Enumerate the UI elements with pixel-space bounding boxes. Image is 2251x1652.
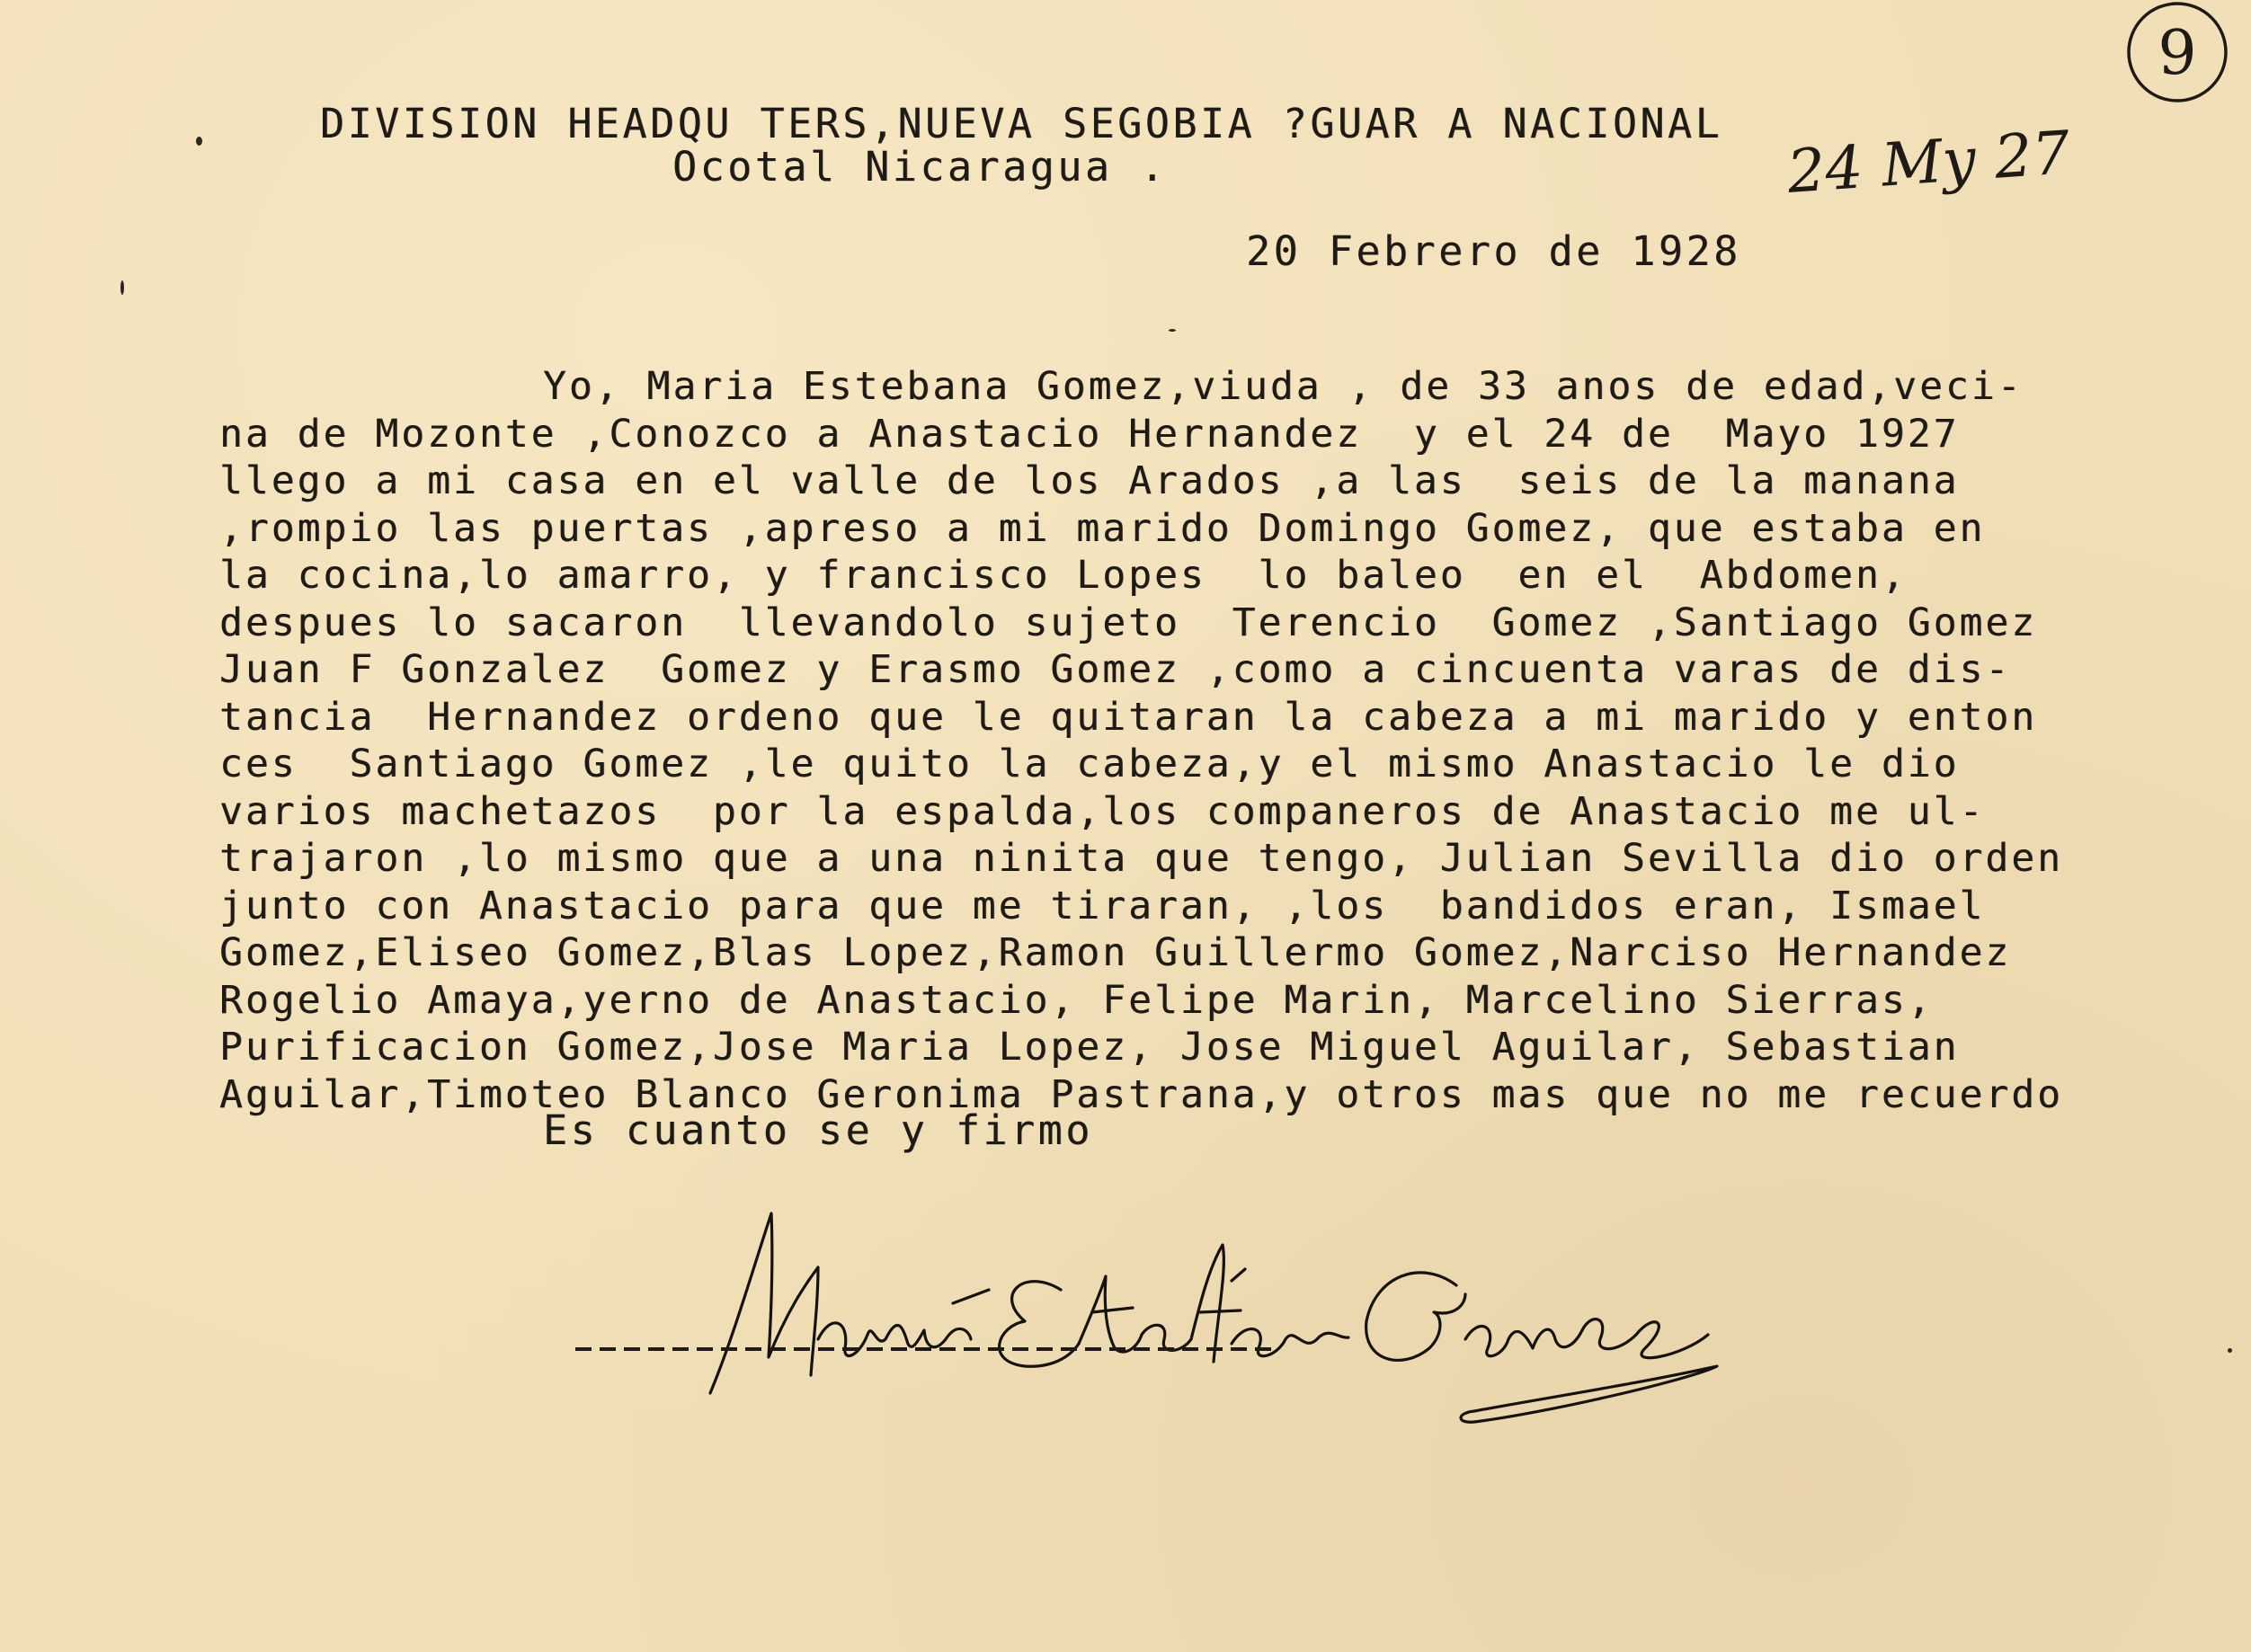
body-line: ces Santiago Gomez ,le quito la cabeza,y el mismo Anastacio le dio: [219, 742, 1960, 786]
body-line: tancia Hernandez ordeno que le quitaran la cabeza a mi marido y enton: [219, 694, 2038, 740]
body-line: na de Mozonte ,Conozco a Anastacio Hernandez y el 24 de Mayo 1927: [219, 411, 1960, 457]
body-line: llego a mi casa en el valle de los Arados ,a las seis de la manana: [219, 458, 1960, 503]
body-line: Yo, Maria Estebana Gomez,viuda , de 33 anos de edad,veci-: [543, 364, 2024, 409]
header-location: Ocotal Nicaragua .: [672, 143, 1168, 191]
body-line: ,rompio las puertas ,apreso a mi marido Domingo Gomez, que estaba en: [219, 505, 1986, 551]
margin-date-text: 24 My 27: [1784, 118, 2073, 207]
testimony-body: [219, 363, 2170, 1118]
body-line: la cocina,lo amarro, y francisco Lopes lo baleo en el Abdomen,: [219, 553, 1908, 598]
ink-speck: [196, 137, 202, 146]
page-number-annotation: [2118, 0, 2251, 108]
body-line: varios machetazos por la espalda,los companeros de Anastacio me ul-: [219, 788, 1986, 834]
ink-speck: [1169, 329, 1176, 332]
body-line: despues lo sacaron llevandolo sujeto Terencio Gomez ,Santiago Gomez: [219, 600, 2038, 645]
body-line: Juan F Gonzalez Gomez y Erasmo Gomez ,como a cincuenta varas de dis-: [219, 647, 2012, 692]
signature-line: [575, 1342, 1277, 1354]
body-line: Rogelio Amaya,yerno de Anastacio, Felipe Marin, Marcelino Sierras,: [219, 977, 1934, 1023]
handwritten-date-annotation: [1780, 93, 2086, 228]
ink-speck: [2228, 1348, 2232, 1353]
closing-statement: Es cuanto se y firmo: [543, 1106, 1093, 1154]
body-line: trajaron ,lo mismo que a una ninita que tengo, Julian Sevilla dio orden: [219, 836, 2064, 881]
page-number-text: 9: [2158, 18, 2197, 89]
body-line: Aguilar,Timoteo Blanco Geronima Pastrana,y otros mas que no me recuerdo: [219, 1071, 2064, 1117]
handwritten-signature: [683, 1204, 1735, 1438]
document-date: 20 Febrero de 1928: [1246, 227, 1741, 275]
body-line: junto con Anastacio para que me tiraran, ,los bandidos eran, Ismael: [219, 883, 1986, 928]
ink-speck: [120, 280, 124, 295]
body-line: Purificacion Gomez,Jose Maria Lopez, Jose Miguel Aguilar, Sebastian: [219, 1025, 1960, 1070]
division-header: DIVISION HEADQU TERS,NUEVA SEGOBIA ?GUAR A NACIONAL: [320, 100, 1723, 147]
body-line: Gomez,Eliseo Gomez,Blas Lopez,Ramon Guillermo Gomez,Narciso Hernandez: [219, 930, 2012, 975]
